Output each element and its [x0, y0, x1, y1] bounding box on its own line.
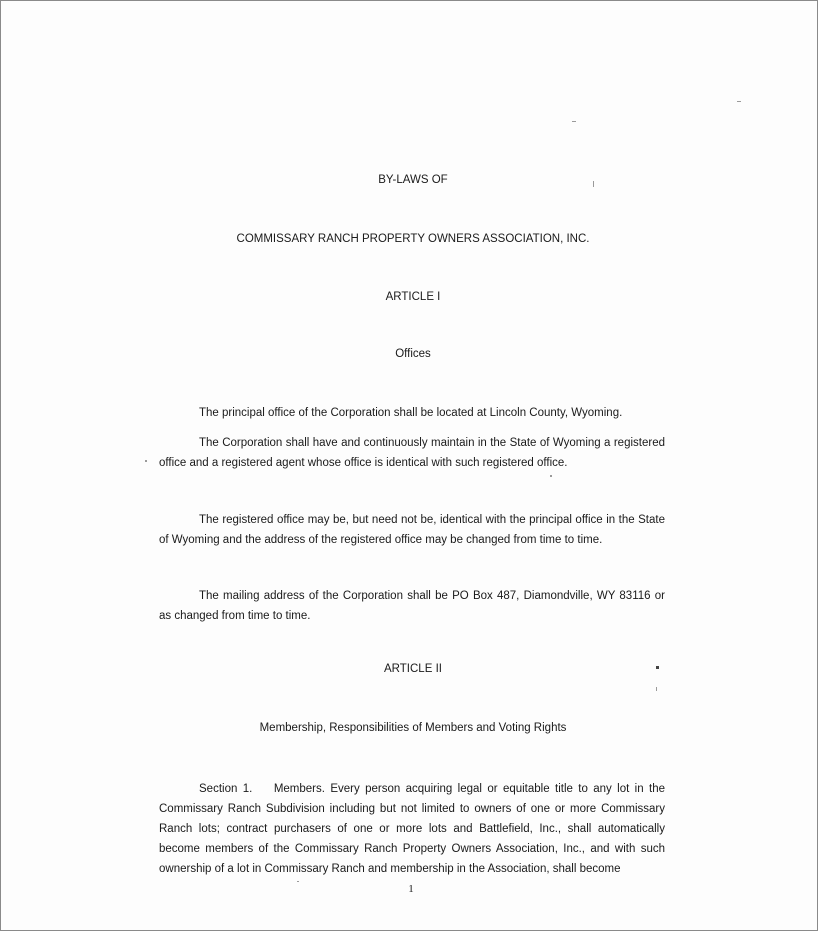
article-1-heading: ARTICLE I: [385, 291, 441, 303]
scan-speck: [550, 475, 552, 477]
scan-speck: [593, 181, 594, 187]
article-1-subheading: Offices: [395, 348, 431, 360]
scan-speck: [145, 460, 147, 462]
scan-speck: [656, 687, 657, 691]
scan-speck: [737, 101, 741, 102]
article-2-subheading: Membership, Responsibilities of Members and Voting Rights: [259, 722, 567, 734]
section-1-paragraph: [159, 779, 665, 879]
scan-speck: [656, 666, 659, 669]
section-1-label: Section 1.: [199, 783, 253, 795]
paragraph-principal-office: The principal office of the Corporation shall be located at Lincoln County, Wyoming.: [199, 407, 623, 419]
paragraph-mailing-address: The mailing address of the Corporation shall be PO Box 487, Diamondville, WY 83116 or as changed from time to time.: [159, 590, 665, 622]
section-1-text: Members. Every person acquiring legal or equitable title to any lot in the Commissary Ranch Subdivision including but not limited to owners of one or more Commissary Ranch lots; contract purchasers of one or more lots and Battlefield, Inc., shall automatically become members of the Commissary Ranch Property Owners Association, Inc., and with such ownership of a lot in Commissary Ranch and membership in the Association, shall become: [159, 783, 665, 875]
scan-speck: [572, 121, 576, 122]
document-title-line2: COMMISSARY RANCH PROPERTY OWNERS ASSOCIATION, INC.: [236, 233, 590, 245]
paragraph-registered-agent: The Corporation shall have and continuously maintain in the State of Wyoming a registered office and a registered agent whose office is identical with such registered office.: [159, 437, 665, 469]
paragraph-registered-office: The registered office may be, but need not be, identical with the principal office in the State of Wyoming and the address of the registered office may be changed from time to time.: [159, 514, 665, 546]
scan-speck: [297, 881, 299, 882]
page-number: 1: [408, 883, 414, 895]
document-title-line1: BY-LAWS OF: [378, 174, 448, 186]
article-2-heading: ARTICLE II: [384, 663, 442, 675]
